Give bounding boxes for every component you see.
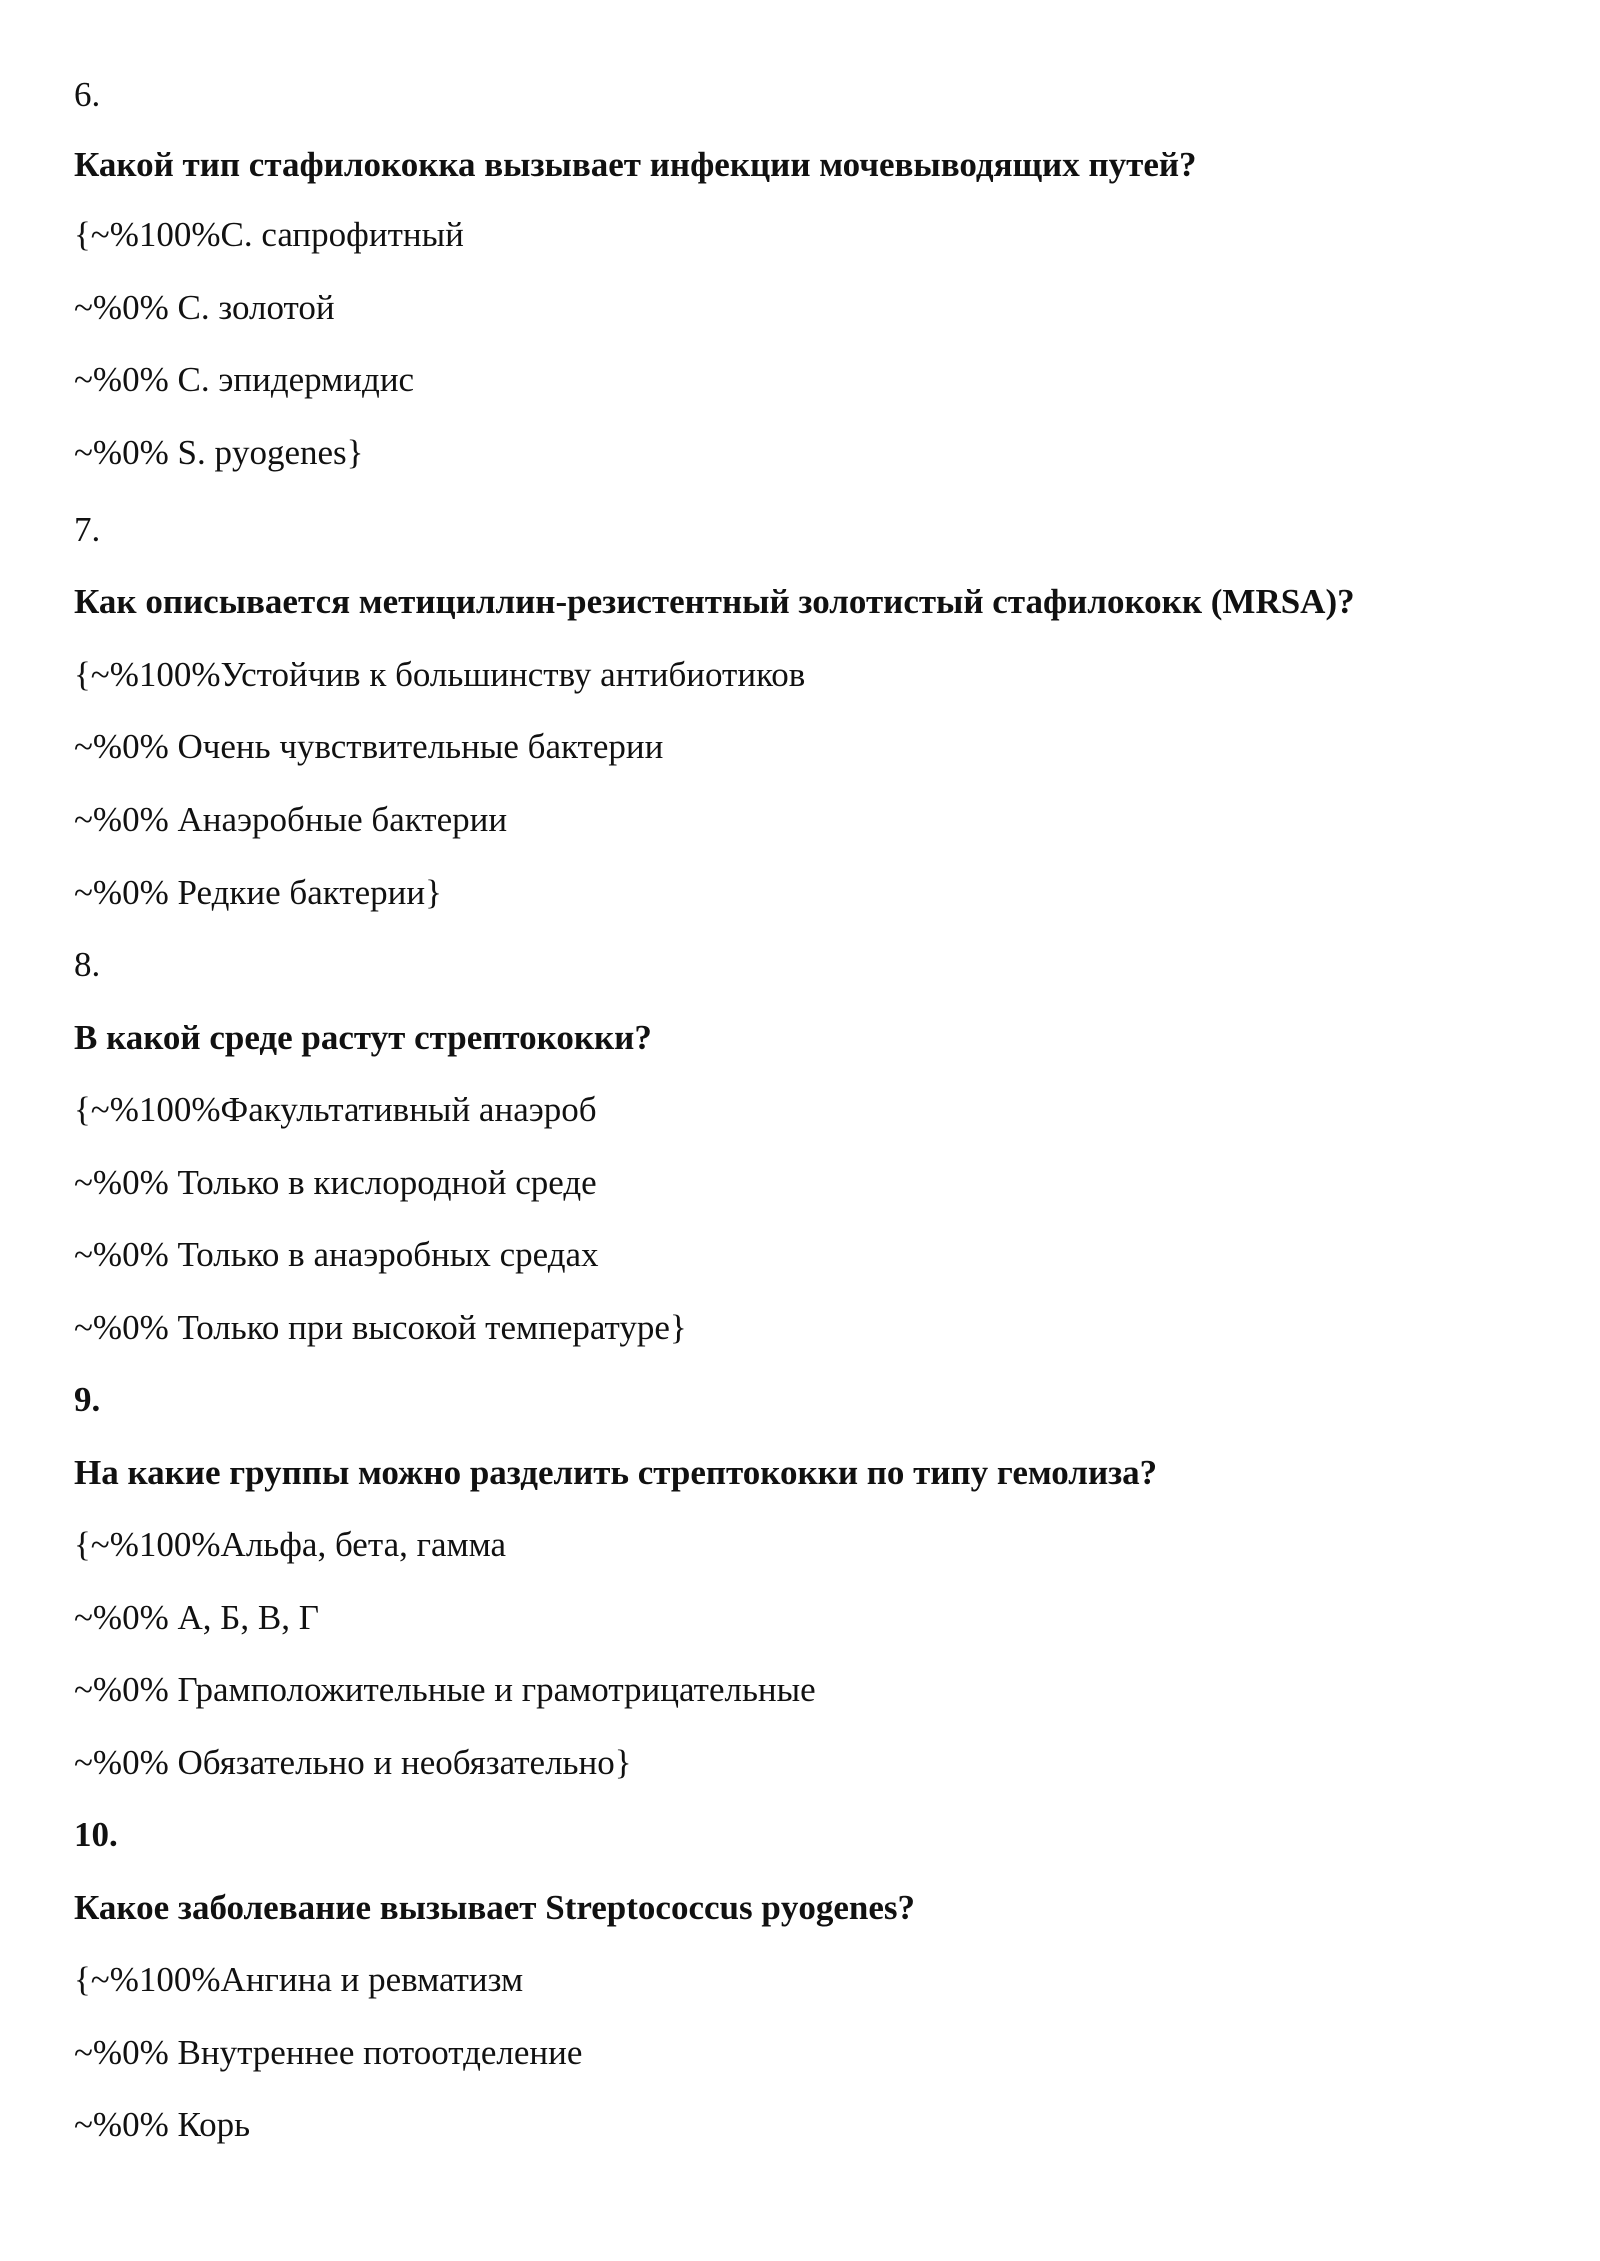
question-text: В какой среде растут стрептококки? bbox=[74, 1018, 652, 1057]
question-number: 6. bbox=[74, 75, 101, 114]
answer-option: ~%0% С. эпидермидис bbox=[74, 360, 415, 399]
answer-option: {~%100%С. сапрофитный bbox=[74, 215, 464, 254]
answer-option: ~%0% Внутреннее потоотделение bbox=[74, 2033, 583, 2072]
answer-option: ~%0% S. pyogenes} bbox=[74, 433, 364, 472]
answer-option: ~%0% А, Б, В, Г bbox=[74, 1598, 319, 1637]
answer-option: ~%0% Только в кислородной среде bbox=[74, 1163, 597, 1202]
question-number: 9. bbox=[74, 1380, 101, 1419]
question-number: 10. bbox=[74, 1815, 118, 1854]
answer-option: ~%0% Анаэробные бактерии bbox=[74, 800, 508, 839]
answer-option: {~%100%Устойчив к большинству антибиотиков bbox=[74, 655, 806, 694]
answer-option: ~%0% Только при высокой температуре} bbox=[74, 1308, 687, 1347]
answer-option: ~%0% Корь bbox=[74, 2105, 251, 2144]
question-text: Какое заболевание вызывает Streptococcus pyogenes? bbox=[74, 1888, 915, 1927]
answer-option: ~%0% Обязательно и необязательно} bbox=[74, 1743, 632, 1782]
answer-option: {~%100%Факультативный анаэроб bbox=[74, 1090, 597, 1129]
answer-option: ~%0% Грамположительные и грамотрицательные bbox=[74, 1670, 816, 1709]
answer-option: {~%100%Ангина и ревматизм bbox=[74, 1960, 524, 1999]
answer-option: ~%0% С. золотой bbox=[74, 288, 335, 327]
question-text: На какие группы можно разделить стрептококки по типу гемолиза? bbox=[74, 1453, 1158, 1492]
question-number: 8. bbox=[74, 945, 101, 984]
answer-option: ~%0% Очень чувствительные бактерии bbox=[74, 727, 664, 766]
answer-option: ~%0% Редкие бактерии} bbox=[74, 873, 442, 912]
question-text: Как описывается метициллин-резистентный золотистый стафилококк (MRSA)? bbox=[74, 582, 1355, 621]
answer-option: ~%0% Только в анаэробных средах bbox=[74, 1235, 599, 1274]
answer-option: {~%100%Альфа, бета, гамма bbox=[74, 1525, 507, 1564]
question-text: Какой тип стафилококка вызывает инфекции мочевыводящих путей? bbox=[74, 145, 1197, 184]
question-number: 7. bbox=[74, 510, 101, 549]
